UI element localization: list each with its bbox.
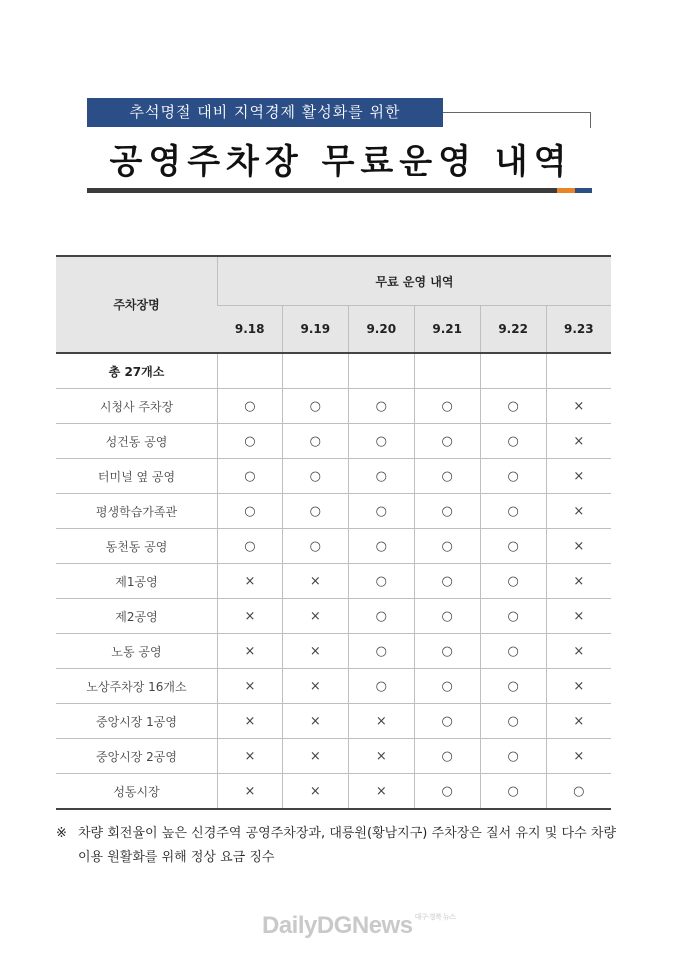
availability-mark: ○ [348,494,414,529]
availability-mark: ○ [348,634,414,669]
table-row [56,704,611,739]
parking-lot-name: 노상주차장 16개소 [56,669,218,704]
availability-mark: × [282,739,348,774]
parking-lot-name: 동천동 공영 [56,529,218,564]
parking-lot-name: 성동시장 [56,774,218,810]
availability-mark: × [348,739,414,774]
availability-mark: × [218,704,283,739]
availability-mark: × [218,634,283,669]
availability-mark: ○ [480,774,546,810]
parking-lot-name: 제1공영 [56,564,218,599]
availability-mark: ○ [546,774,611,810]
availability-mark: ○ [282,424,348,459]
availability-mark: ○ [414,669,480,704]
availability-mark: ○ [348,564,414,599]
footnote-text: 차량 회전율이 높은 신경주역 공영주차장과, 대릉원(황남지구) 주차장은 질서 유지 및 다수 차량 이용 원활화를 위해 정상 요금 징수 [78,826,616,865]
parking-schedule-table [56,255,611,810]
availability-mark: × [546,424,611,459]
availability-mark: × [546,564,611,599]
parking-lot-name: 제2공영 [56,599,218,634]
column-header-group: 무료 운영 내역 [218,256,612,306]
availability-mark: ○ [348,529,414,564]
availability-mark: ○ [218,529,283,564]
accent-stripe-blue [575,188,592,193]
date-header: 9.22 [480,306,546,354]
parking-lot-name: 평생학습가족관 [56,494,218,529]
availability-mark: ○ [414,739,480,774]
availability-mark: ○ [414,634,480,669]
availability-mark: ○ [282,459,348,494]
availability-mark: × [348,704,414,739]
empty-cell [218,353,283,389]
availability-mark: × [546,389,611,424]
availability-mark: ○ [414,529,480,564]
availability-mark: ○ [480,599,546,634]
parking-lot-name: 중앙시장 2공영 [56,739,218,774]
availability-mark: × [282,564,348,599]
watermark-logo [262,912,455,940]
column-header-name: 주차장명 [56,256,218,353]
availability-mark: ○ [282,529,348,564]
availability-mark: ○ [480,459,546,494]
subtitle-banner: 추석명절 대비 지역경제 활성화를 위한 [87,98,443,127]
availability-mark: × [282,669,348,704]
availability-mark: × [218,599,283,634]
availability-mark: ○ [414,704,480,739]
table-row [56,494,611,529]
availability-mark: × [218,564,283,599]
availability-mark: × [282,774,348,810]
availability-mark: × [546,739,611,774]
availability-mark: ○ [414,494,480,529]
availability-mark: × [546,529,611,564]
parking-lot-name: 터미널 옆 공영 [56,459,218,494]
availability-mark: ○ [480,564,546,599]
date-header: 9.18 [218,306,283,354]
availability-mark: ○ [480,704,546,739]
availability-mark: ○ [480,529,546,564]
table-row [56,459,611,494]
availability-mark: ○ [348,669,414,704]
availability-mark: ○ [282,389,348,424]
availability-mark: ○ [348,389,414,424]
total-row [56,353,611,389]
availability-mark: × [546,459,611,494]
availability-mark: ○ [480,494,546,529]
title-block [87,98,595,196]
availability-mark: ○ [414,459,480,494]
watermark-brand: DailyDGNews [262,912,413,939]
table-row [56,774,611,810]
availability-mark: ○ [218,494,283,529]
availability-mark: ○ [480,389,546,424]
availability-mark: ○ [414,424,480,459]
availability-mark: × [546,599,611,634]
availability-mark: × [546,494,611,529]
table-row [56,599,611,634]
availability-mark: ○ [218,459,283,494]
availability-mark: ○ [348,424,414,459]
empty-cell [282,353,348,389]
table-row [56,529,611,564]
availability-mark: × [218,774,283,810]
parking-lot-name: 노동 공영 [56,634,218,669]
parking-lot-name: 시청사 주차장 [56,389,218,424]
empty-cell [546,353,611,389]
availability-mark: ○ [348,459,414,494]
footnote [56,822,616,870]
date-header: 9.19 [282,306,348,354]
parking-lot-name: 성건동 공영 [56,424,218,459]
availability-mark: × [218,669,283,704]
table-row [56,424,611,459]
availability-mark: ○ [414,564,480,599]
watermark-tagline: 대구·경북 뉴스 [414,914,456,921]
decorative-rule [443,112,591,113]
empty-cell [414,353,480,389]
table-row [56,669,611,704]
table-row [56,564,611,599]
availability-mark: × [546,669,611,704]
date-header: 9.21 [414,306,480,354]
total-label: 총 27개소 [56,353,218,389]
title-underline [87,188,557,193]
availability-mark: × [282,634,348,669]
availability-mark: ○ [480,634,546,669]
availability-mark: ○ [348,599,414,634]
availability-mark: × [218,739,283,774]
availability-mark: ○ [480,739,546,774]
decorative-tick [590,112,591,128]
page-title: 공영주차장 무료운영 내역 [109,142,573,182]
table-row [56,634,611,669]
availability-mark: ○ [480,424,546,459]
availability-mark: × [546,634,611,669]
empty-cell [480,353,546,389]
availability-mark: ○ [414,774,480,810]
availability-mark: ○ [414,599,480,634]
date-header: 9.23 [546,306,611,354]
availability-mark: × [546,704,611,739]
availability-mark: ○ [414,389,480,424]
empty-cell [348,353,414,389]
availability-mark: × [282,704,348,739]
availability-mark: ○ [218,424,283,459]
availability-mark: ○ [282,494,348,529]
availability-mark: ○ [218,389,283,424]
accent-stripe-orange [557,188,575,193]
availability-mark: ○ [480,669,546,704]
date-header: 9.20 [348,306,414,354]
note-symbol: ※ [56,826,67,841]
parking-lot-name: 중앙시장 1공영 [56,704,218,739]
table-row [56,389,611,424]
availability-mark: × [348,774,414,810]
table-row [56,739,611,774]
availability-mark: × [282,599,348,634]
